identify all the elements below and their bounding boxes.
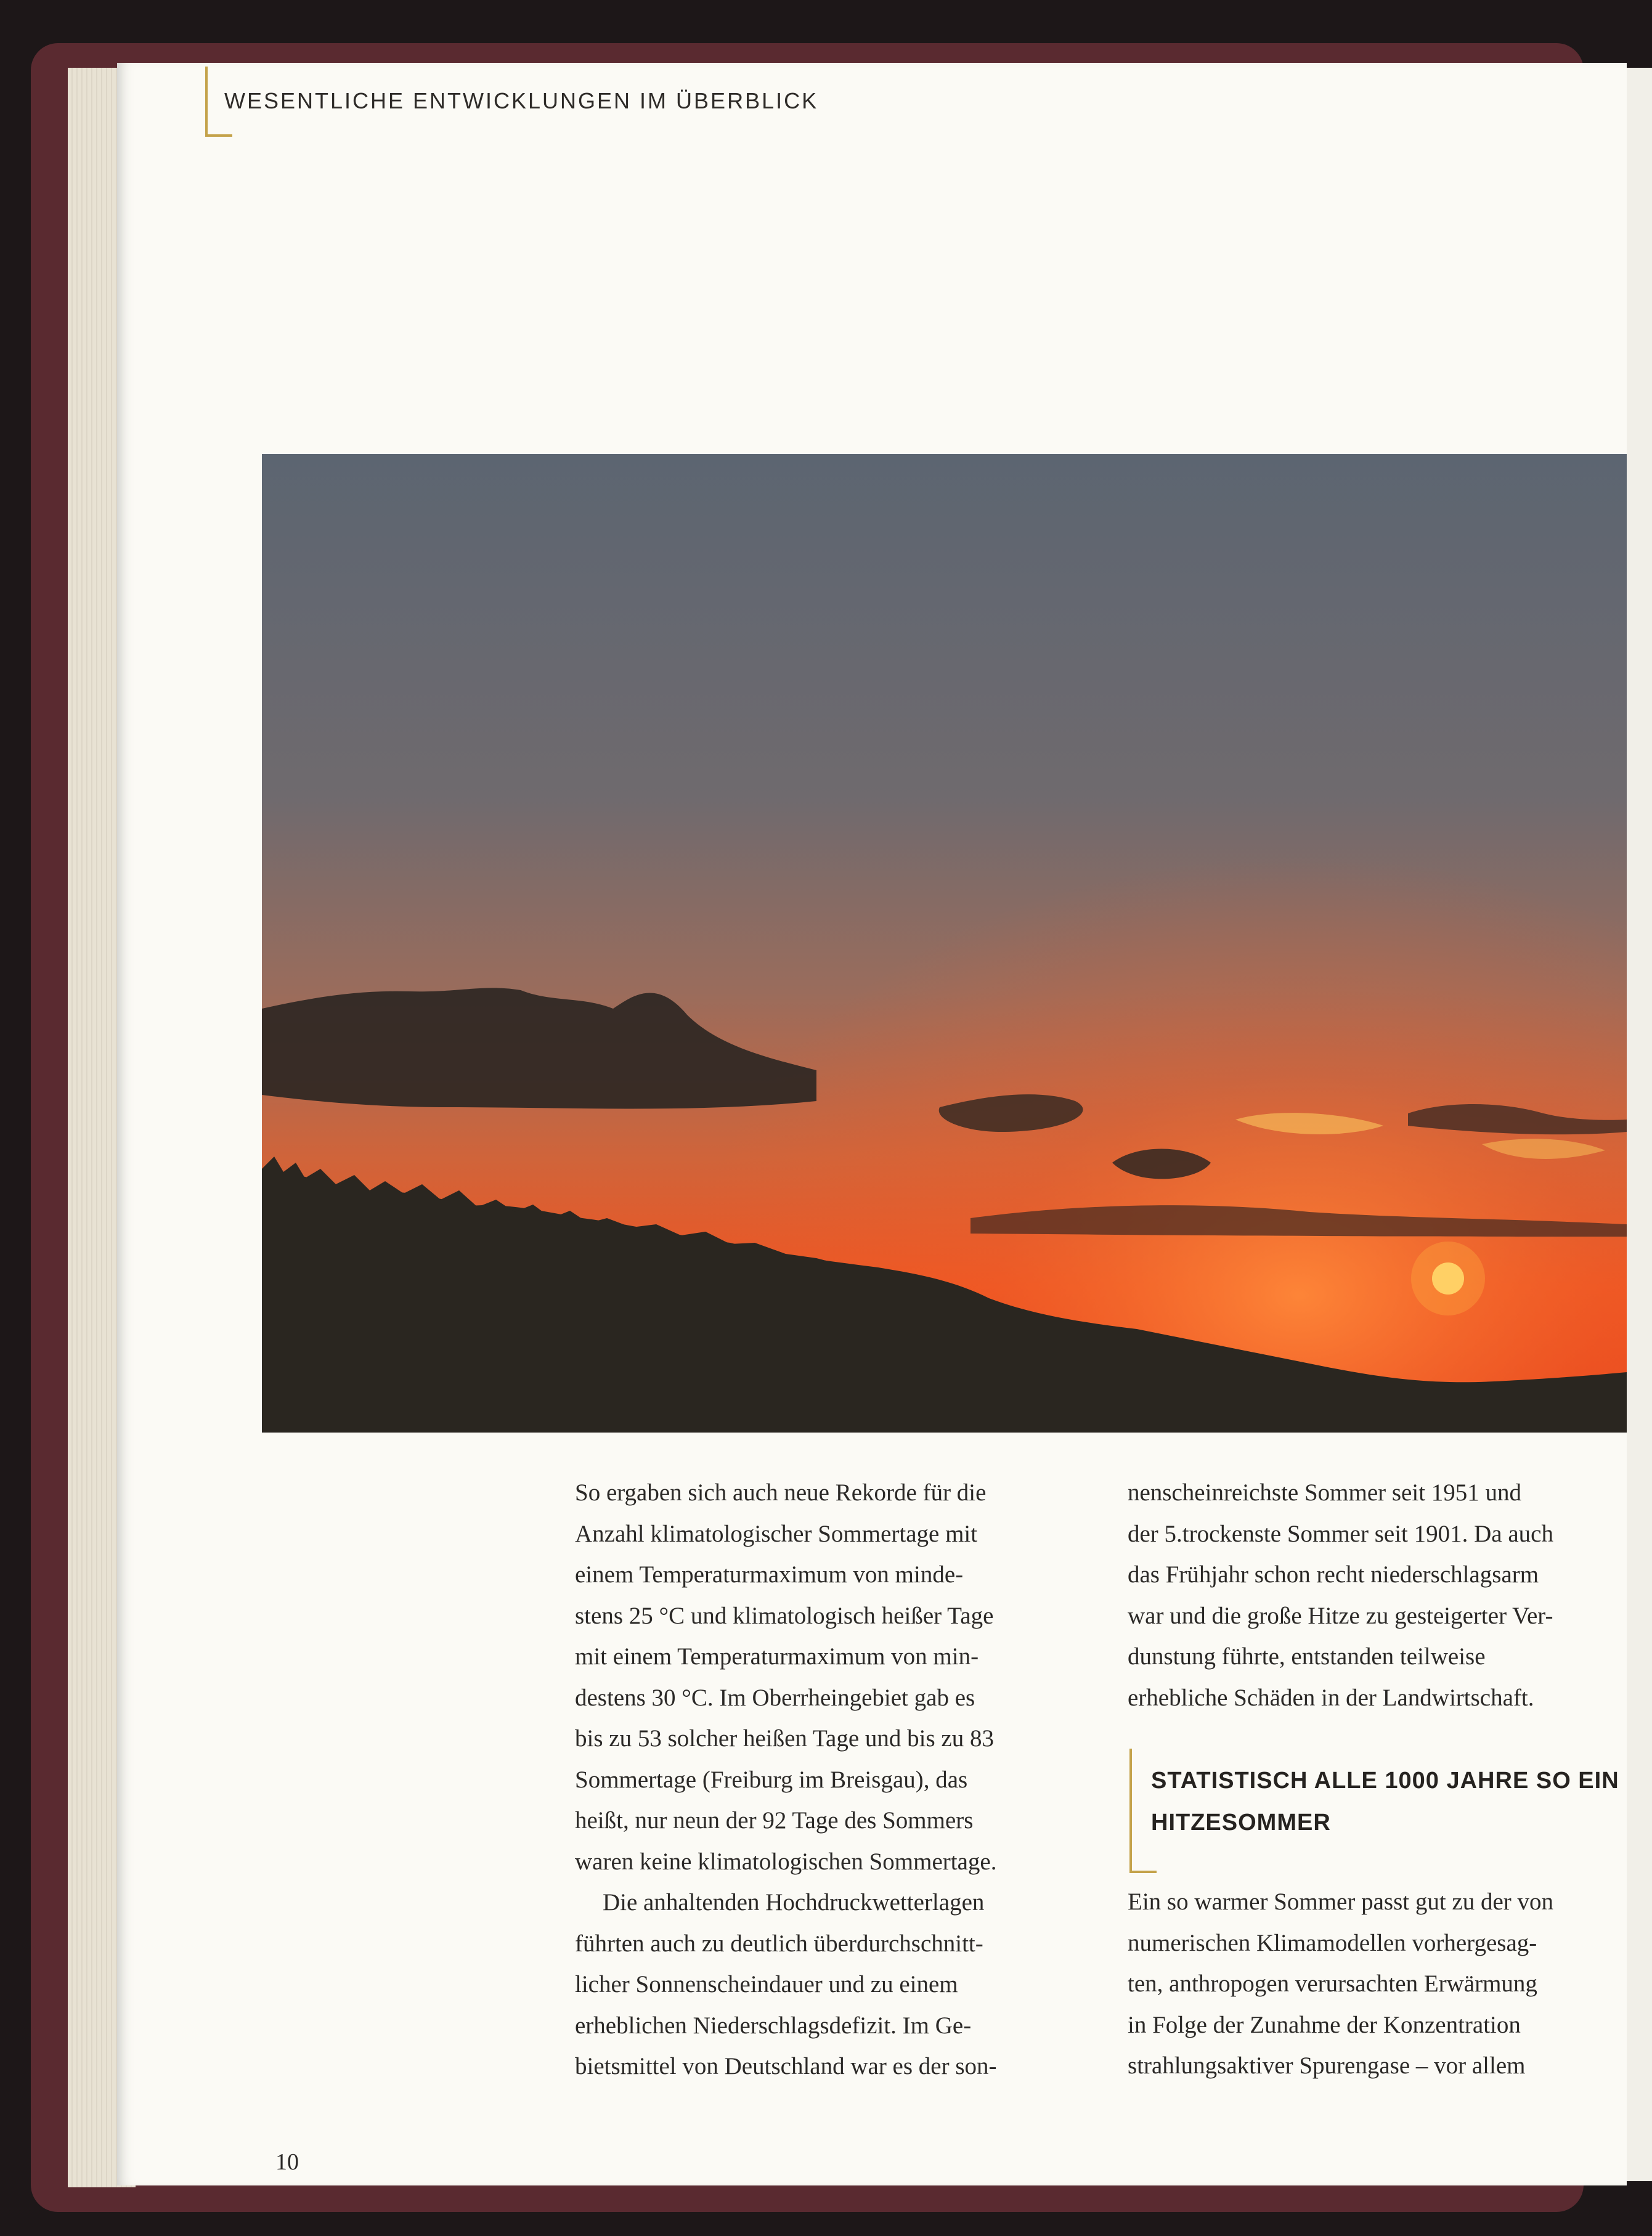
text-line: der 5.trockenste Sommer seit 1901. Da auch — [1128, 1520, 1553, 1547]
paragraph-high-pressure — [575, 1882, 1086, 2088]
sunset-image — [262, 454, 1627, 1433]
text-line: erhebliche Schäden in der Landwirtschaft. — [1128, 1684, 1534, 1711]
section-heading — [1151, 1760, 1644, 1844]
text-line: führten auch zu deutlich überdurchschnitt- — [575, 1930, 983, 1957]
paragraph-climate-models — [1128, 1882, 1633, 2087]
text-line: stens 25 °C und klimatologisch heißer Tage — [575, 1602, 994, 1629]
text-line: dunstung führte, entstanden teilweise — [1128, 1643, 1486, 1670]
text-line: heißt, nur neun der 92 Tage des Sommers — [575, 1807, 974, 1834]
text-line: licher Sonnenscheindauer und zu einem — [575, 1971, 958, 1998]
text-line: das Frühjahr schon recht niederschlagsarm — [1128, 1561, 1539, 1588]
text-line: war und die große Hitze zu gesteigerter Ver- — [1128, 1602, 1553, 1629]
text-line: mit einem Temperaturmaximum von min- — [575, 1643, 979, 1670]
text-line: erheblichen Niederschlagsdefizit. Im Ge- — [575, 2012, 972, 2039]
text-line: destens 30 °C. Im Oberrheingebiet gab es — [575, 1684, 975, 1711]
text-line: Ein so warmer Sommer passt gut zu der von — [1128, 1888, 1554, 1915]
paragraph-records — [575, 1473, 1086, 1882]
text-column-left — [575, 1473, 1086, 2088]
text-line: bis zu 53 solcher heißen Tage und bis zu 83 — [575, 1725, 994, 1752]
text-line: numerischen Klimamodellen vorhergesag- — [1128, 1929, 1537, 1956]
sunset-photo — [262, 454, 1627, 1433]
text-line: in Folge der Zunahme der Konzentration — [1128, 2011, 1521, 2038]
text-line: Anzahl klimatologischer Sommertage mit — [575, 1520, 978, 1547]
text-line: einem Temperaturmaximum von minde- — [575, 1561, 964, 1588]
text-line: ten, anthropogen verursachten Erwärmung — [1128, 1970, 1537, 1997]
paragraph-sunshine — [1128, 1473, 1633, 1718]
text-line: waren keine klimatologischen Sommertage. — [575, 1848, 997, 1875]
page-number: 10 — [275, 2149, 299, 2175]
text-line: strahlungsaktiver Spurengase – vor allem — [1128, 2052, 1526, 2079]
text-line: So ergaben sich auch neue Rekorde für die — [575, 1479, 987, 1506]
text-line: Sommertage (Freiburg im Breisgau), das — [575, 1766, 968, 1793]
text-line: bietsmittel von Deutschland war es der son- — [575, 2053, 997, 2079]
running-head: WESENTLICHE ENTWICKLUNGEN IM ÜBERBLICK — [224, 88, 819, 113]
heading-line: STATISTISCH ALLE 1000 JAHRE SO EIN — [1151, 1768, 1619, 1794]
text-line: Die anhaltenden Hochdruckwetterlagen — [603, 1889, 985, 1916]
text-line: nenscheinreichste Sommer seit 1951 und — [1128, 1479, 1522, 1506]
heading-line: HITZESOMMER — [1151, 1810, 1331, 1836]
